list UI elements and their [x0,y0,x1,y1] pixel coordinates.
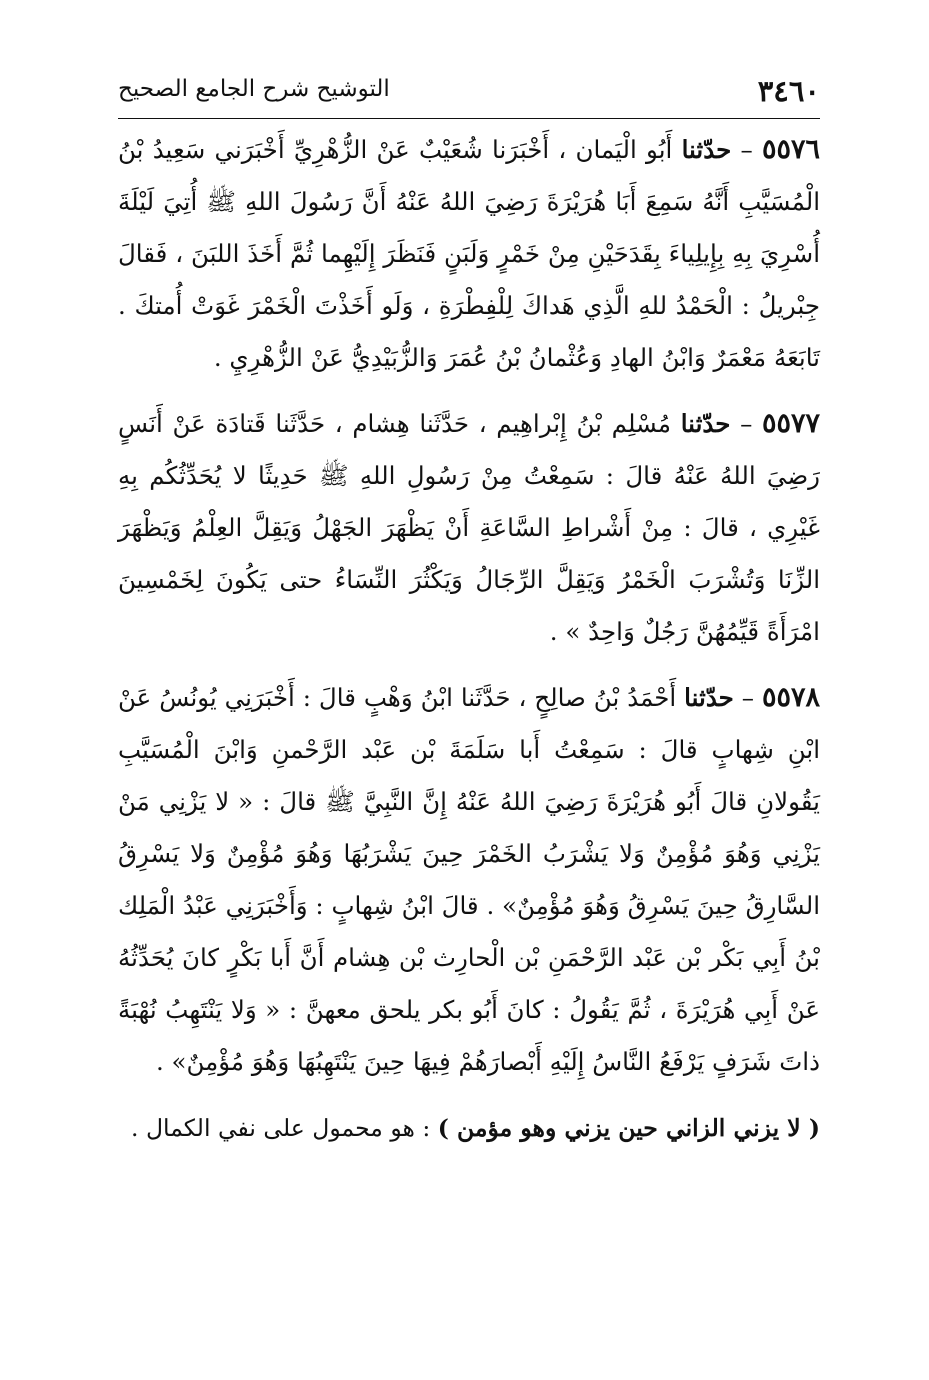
hadith-number: ٥٥٧٧ [762,408,821,439]
hadith-dash: – [731,135,753,164]
running-title: التوشيح شرح الجامع الصحيح [118,76,390,102]
commentary-text: : هو محمول على نفي الكمال . [131,1114,431,1142]
hadith-lead: حدّثنا [681,135,732,164]
hadith-number: ٥٥٧٨ [761,682,820,713]
hadith-lead: حدّثنا [684,683,734,712]
commentary-paragraph [118,1102,820,1154]
hadith-text: مُسْلِم بْنُ إِبْراهِيم ، حَدَّثَنا هِشام ، حَدَّثَنا قَتادَة عَنْ أَنَسٍ رَضِيَ اللهُ عَنْهُ قالَ : سَمِعْتُ مِنْ رَسُولِ اللهِ ﷺ حَدِيثًا لا يُحَدِّثُكُم بِهِ غَيْرِي ، قالَ : مِنْ أَشْراطِ السَّاعَةِ أَنْ يَظْهَرَ الجَهْلُ وَيَقِلَّ العِلْمُ وَيَظْهَرَ الزِّنَا وَتُشْرَبَ الْخَمْرُ وَيَقِلَّ الرِّجَالُ وَيَكْثُرَ النِّسَاءُ حتى يَكُونَ لِخَمْسِينَ امْرَأَةً قَيِّمُهُنَّ رَجُلٌ وَاحِدٌ » . [118,409,820,646]
hadith-paragraph [118,398,820,658]
page-number: ٣٤٦٠ [757,74,820,108]
hadith-text: أَبُو الْيَمان ، أَخْبَرَنا شُعَيْبٌ عَنْ الزُّهْرِيِّ أَخْبَرَني سَعِيدُ بْنُ الْمُسَيَّبِ أَنَّهُ سَمِعَ أَبَا هُرَيْرَةَ رَضِيَ اللهُ عَنْهُ أَنَّ رَسُولَ اللهِ ﷺ أُتِيَ لَيْلَةَ أُسْرِيَ بِهِ بِإِيلِياءَ بِقَدَحَيْنِ مِنْ خَمْرٍ وَلَبَنٍ فَنَظَرَ إِلَيْهِما ثُمَّ أَخَذَ اللبَنَ ، فَقالَ جِبْريلُ : الْحَمْدُ للهِ الَّذِي هَداكَ لِلْفِطْرَةِ ، وَلَو أَخَذْتَ الْخَمْرَ غَوَتْ أُمتكَ . تَابَعَهُ مَعْمَرٌ وَابْنُ الهادِ وَعُثْمانُ بْنُ عُمَرَ وَالزُّبَيْدِيُّ عَنْ الزُّهْرِيِ . [118,135,820,372]
header-rule [118,118,820,119]
page-body [118,124,820,1168]
hadith-number: ٥٥٧٦ [761,134,820,165]
hadith-dash: – [730,409,753,438]
hadith-lead: حدّثنا [680,409,731,438]
hadith-paragraph [118,672,820,1088]
page-header [118,62,820,120]
hadith-text: أَحْمَدُ بْنُ صالِحٍ ، حَدَّثَنا ابْنُ وَهْبٍ قالَ : أَخْبَرَنِي يُونُسُ عَنْ ابْنِ شِهابٍ قالَ : سَمِعْتُ أَبا سَلَمَةَ بْن عَبْد الرَّحْمنِ وَابْنَ الْمُسَيَّبِ يَقُولانِ قالَ أَبُو هُرَيْرَةَ رَضِيَ اللهُ عَنْهُ إِنَّ النَّبِيَّ ﷺ قالَ : « لا يَزْنِي مَنْ يَزْنِي وَهُوَ مُؤْمِنٌ وَلا يَشْرَبُ الخَمْرَ حِينَ يَشْرَبُهَا وَهُوَ مُؤْمِنٌ وَلا يَسْرِقُ السَّارِقُ حِينَ يَسْرِقُ وَهُوَ مُؤْمِنٌ» . قالَ ابْنُ شِهابٍ : وَأَخْبَرَنِي عَبْدُ الْمَلِك بْنُ أَبِي بَكْر بْن عَبْد الرَّحْمَنِ بْن الْحارِث بْن هِشام أَنَّ أَبا بَكْرٍ كانَ يُحَدِّثُهُ عَنْ أَبِي هُرَيْرَةَ ، ثُمَّ يَقُولُ : كانَ أَبُو بكر يلحق معهنَّ : « وَلا يَنْتَهِبُ نُهْبَةً ذاتَ شَرَفٍ يَرْفَعُ النَّاسُ إِلَيْهِ أَبْصارَهُمْ فِيهَا حِينَ يَنْتَهِبُهَا وَهُوَ مُؤْمِنٌ» . [118,683,820,1076]
commentary-quote: ( لا يزني الزاني حين يزني وهو مؤمن ) [437,1114,820,1142]
hadith-paragraph [118,124,820,384]
hadith-dash: – [733,683,755,712]
